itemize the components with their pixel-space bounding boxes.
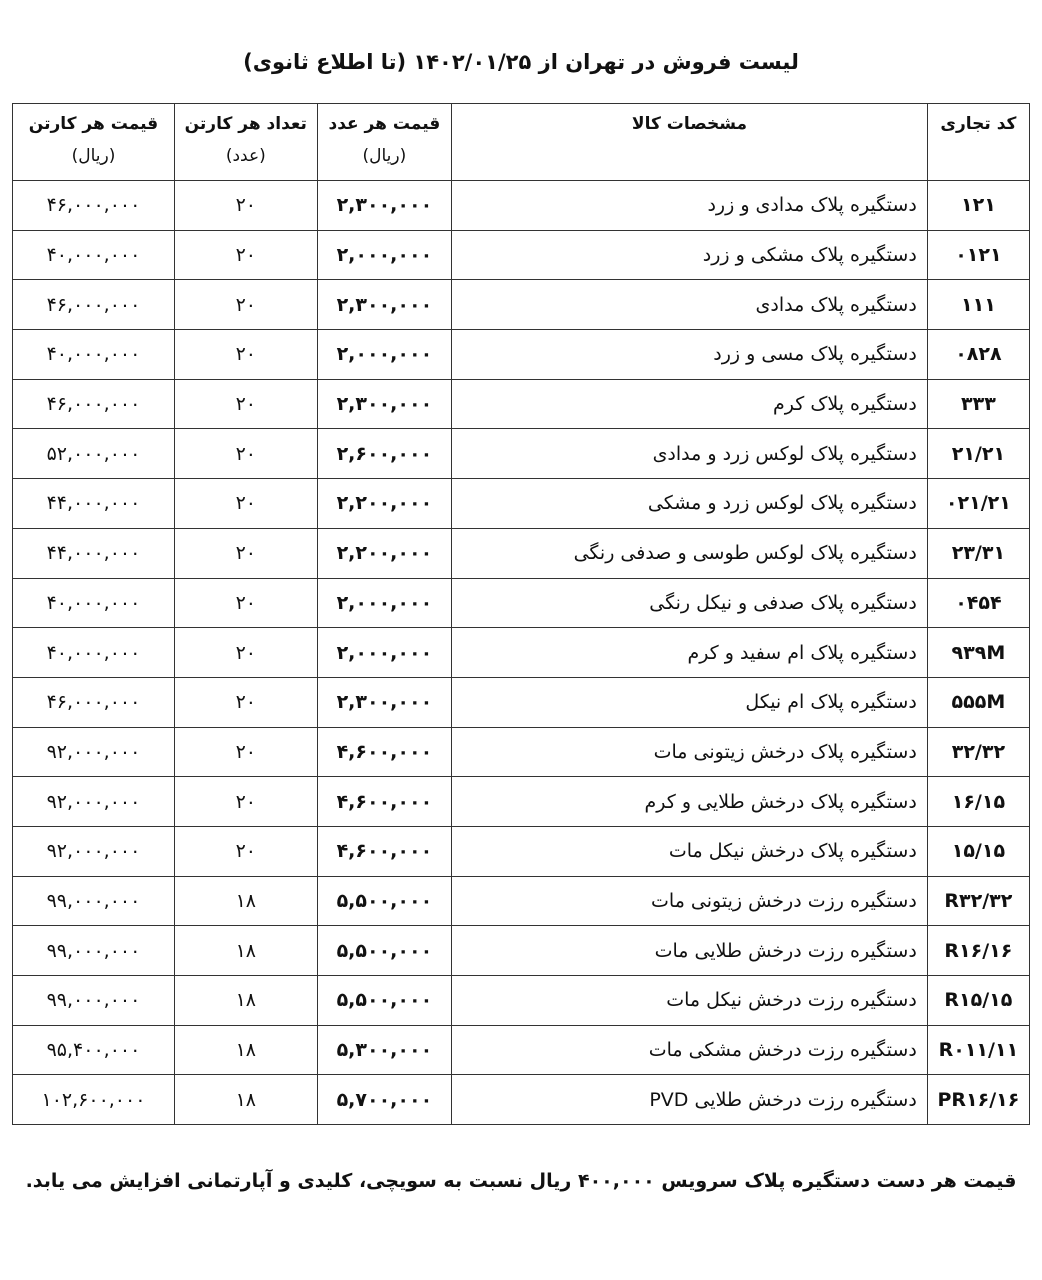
header-unit-price-unit: (ریال) (362, 146, 407, 166)
cell-description: دستگیره پلاک مسی و زرد (452, 330, 928, 380)
table-row (13, 1075, 1030, 1125)
header-carton-price (13, 104, 175, 181)
cell-unit-price: ۲,۳۰۰,۰۰۰ (317, 677, 452, 727)
cell-code: ۳۲/۳۲ (927, 727, 1029, 777)
cell-carton-price: ۴۶,۰۰۰,۰۰۰ (13, 379, 175, 429)
cell-carton-qty: ۱۸ (174, 1025, 317, 1075)
cell-description: دستگیره رزت درخش طلایی مات (452, 926, 928, 976)
table-row (13, 926, 1030, 976)
cell-carton-qty: ۲۰ (174, 677, 317, 727)
cell-carton-qty: ۲۰ (174, 230, 317, 280)
cell-description: دستگیره پلاک مدادی (452, 280, 928, 330)
cell-carton-price: ۴۰,۰۰۰,۰۰۰ (13, 628, 175, 678)
cell-code: ۲۱/۲۱ (927, 429, 1029, 479)
cell-code: ۲۳/۳۱ (927, 528, 1029, 578)
cell-carton-qty: ۲۰ (174, 181, 317, 231)
cell-carton-price: ۴۴,۰۰۰,۰۰۰ (13, 528, 175, 578)
cell-unit-price: ۴,۶۰۰,۰۰۰ (317, 777, 452, 827)
table-row (13, 628, 1030, 678)
cell-description: دستگیره پلاک مشکی و زرد (452, 230, 928, 280)
cell-description: دستگیره پلاک ام نیکل (452, 677, 928, 727)
cell-carton-price: ۴۶,۰۰۰,۰۰۰ (13, 181, 175, 231)
cell-unit-price: ۲,۳۰۰,۰۰۰ (317, 280, 452, 330)
cell-unit-price: ۴,۶۰۰,۰۰۰ (317, 727, 452, 777)
cell-carton-qty: ۱۸ (174, 976, 317, 1026)
header-description (452, 104, 928, 181)
table-row (13, 876, 1030, 926)
cell-code: ۰۲۱/۲۱ (927, 479, 1029, 529)
cell-carton-price: ۹۲,۰۰۰,۰۰۰ (13, 826, 175, 876)
cell-code: ۱۶/۱۵ (927, 777, 1029, 827)
cell-unit-price: ۲,۲۰۰,۰۰۰ (317, 528, 452, 578)
table-row (13, 578, 1030, 628)
cell-carton-qty: ۱۸ (174, 1075, 317, 1125)
table-row (13, 1025, 1030, 1075)
table-row (13, 826, 1030, 876)
cell-carton-price: ۹۵,۴۰۰,۰۰۰ (13, 1025, 175, 1075)
cell-code: ۱۱۱ (927, 280, 1029, 330)
cell-carton-qty: ۲۰ (174, 528, 317, 578)
table-row (13, 429, 1030, 479)
cell-code: R۳۲/۳۲ (927, 876, 1029, 926)
cell-description: دستگیره پلاک لوکس زرد و مدادی (452, 429, 928, 479)
cell-description: دستگیره پلاک درخش طلایی و کرم (452, 777, 928, 827)
table-row (13, 976, 1030, 1026)
cell-unit-price: ۲,۰۰۰,۰۰۰ (317, 330, 452, 380)
cell-code: ۰۸۲۸ (927, 330, 1029, 380)
table-row (13, 379, 1030, 429)
table-row (13, 727, 1030, 777)
header-unit-price-label: قیمت هر عدد (328, 114, 441, 134)
cell-code: ۳۳۳ (927, 379, 1029, 429)
table-row (13, 528, 1030, 578)
cell-description: دستگیره پلاک لوکس زرد و مشکی (452, 479, 928, 529)
cell-description: دستگیره رزت درخش طلایی PVD (452, 1075, 928, 1125)
cell-carton-qty: ۱۸ (174, 876, 317, 926)
cell-carton-price: ۴۶,۰۰۰,۰۰۰ (13, 677, 175, 727)
cell-description: دستگیره پلاک مدادی و زرد (452, 181, 928, 231)
header-unit-price (317, 104, 452, 181)
cell-unit-price: ۲,۳۰۰,۰۰۰ (317, 379, 452, 429)
cell-carton-price: ۹۹,۰۰۰,۰۰۰ (13, 876, 175, 926)
cell-description: دستگیره پلاک ام سفید و کرم (452, 628, 928, 678)
table-row (13, 330, 1030, 380)
cell-carton-price: ۴۶,۰۰۰,۰۰۰ (13, 280, 175, 330)
cell-carton-qty: ۲۰ (174, 379, 317, 429)
cell-carton-price: ۴۰,۰۰۰,۰۰۰ (13, 578, 175, 628)
cell-carton-qty: ۲۰ (174, 479, 317, 529)
cell-code: PR۱۶/۱۶ (927, 1075, 1029, 1125)
cell-code: R۱۵/۱۵ (927, 976, 1029, 1026)
cell-carton-price: ۴۰,۰۰۰,۰۰۰ (13, 330, 175, 380)
cell-description: دستگیره پلاک صدفی و نیکل رنگی (452, 578, 928, 628)
cell-unit-price: ۲,۲۰۰,۰۰۰ (317, 479, 452, 529)
price-table (12, 103, 1030, 1125)
cell-description: دستگیره پلاک درخش نیکل مات (452, 826, 928, 876)
cell-carton-price: ۹۹,۰۰۰,۰۰۰ (13, 976, 175, 1026)
cell-unit-price: ۵,۵۰۰,۰۰۰ (317, 976, 452, 1026)
header-carton-qty-label: تعداد هر کارتن (184, 114, 307, 134)
cell-code: R۰۱۱/۱۱ (927, 1025, 1029, 1075)
cell-carton-qty: ۲۰ (174, 826, 317, 876)
cell-description: دستگیره پلاک لوکس طوسی و صدفی رنگی (452, 528, 928, 578)
cell-unit-price: ۲,۰۰۰,۰۰۰ (317, 230, 452, 280)
cell-unit-price: ۵,۳۰۰,۰۰۰ (317, 1025, 452, 1075)
cell-description: دستگیره رزت درخش زیتونی مات (452, 876, 928, 926)
cell-unit-price: ۵,۵۰۰,۰۰۰ (317, 876, 452, 926)
cell-carton-qty: ۲۰ (174, 578, 317, 628)
header-carton-price-label: قیمت هر کارتن (28, 114, 159, 134)
cell-carton-qty: ۲۰ (174, 280, 317, 330)
cell-unit-price: ۲,۳۰۰,۰۰۰ (317, 181, 452, 231)
cell-carton-qty: ۲۰ (174, 727, 317, 777)
cell-unit-price: ۲,۰۰۰,۰۰۰ (317, 628, 452, 678)
table-row (13, 777, 1030, 827)
cell-carton-price: ۱۰۲,۶۰۰,۰۰۰ (13, 1075, 175, 1125)
table-row (13, 280, 1030, 330)
cell-carton-price: ۹۲,۰۰۰,۰۰۰ (13, 777, 175, 827)
cell-unit-price: ۲,۰۰۰,۰۰۰ (317, 578, 452, 628)
header-carton-qty-unit: (عدد) (225, 146, 266, 166)
cell-code: ۱۲۱ (927, 181, 1029, 231)
header-code-label: کد تجاری (940, 114, 1017, 134)
cell-carton-price: ۴۴,۰۰۰,۰۰۰ (13, 479, 175, 529)
cell-description: دستگیره رزت درخش نیکل مات (452, 976, 928, 1026)
table-header-row (13, 104, 1030, 181)
cell-code: ۹۳۹M (927, 628, 1029, 678)
cell-carton-price: ۹۹,۰۰۰,۰۰۰ (13, 926, 175, 976)
table-row (13, 677, 1030, 727)
cell-code: ۰۱۲۱ (927, 230, 1029, 280)
cell-carton-qty: ۲۰ (174, 429, 317, 479)
cell-unit-price: ۵,۵۰۰,۰۰۰ (317, 926, 452, 976)
cell-code: ۰۴۵۴ (927, 578, 1029, 628)
cell-code: ۱۵/۱۵ (927, 826, 1029, 876)
cell-unit-price: ۴,۶۰۰,۰۰۰ (317, 826, 452, 876)
header-carton-qty (174, 104, 317, 181)
cell-code: ۵۵۵M (927, 677, 1029, 727)
table-row (13, 230, 1030, 280)
cell-carton-price: ۵۲,۰۰۰,۰۰۰ (13, 429, 175, 479)
cell-unit-price: ۲,۶۰۰,۰۰۰ (317, 429, 452, 479)
footer-note: قیمت هر دست دستگیره پلاک سرویس ۴۰۰,۰۰۰ ریال نسبت به سویچی، کلیدی و آپارتمانی افزایش می یابد. (25, 1170, 1017, 1192)
header-code (927, 104, 1029, 181)
cell-code: R۱۶/۱۶ (927, 926, 1029, 976)
cell-carton-qty: ۲۰ (174, 628, 317, 678)
cell-description: دستگیره پلاک درخش زیتونی مات (452, 727, 928, 777)
cell-carton-qty: ۲۰ (174, 330, 317, 380)
table-row (13, 181, 1030, 231)
table-row (13, 479, 1030, 529)
cell-carton-qty: ۱۸ (174, 926, 317, 976)
cell-carton-price: ۴۰,۰۰۰,۰۰۰ (13, 230, 175, 280)
page-title: لیست فروش در تهران از ۱۴۰۲/۰۱/۲۵ (تا اطلاع ثانوی) (243, 50, 799, 74)
cell-unit-price: ۵,۷۰۰,۰۰۰ (317, 1075, 452, 1125)
cell-description: دستگیره پلاک کرم (452, 379, 928, 429)
header-carton-price-unit: (ریال) (71, 146, 116, 166)
header-description-label: مشخصات کالا (631, 114, 748, 134)
cell-description: دستگیره رزت درخش مشکی مات (452, 1025, 928, 1075)
cell-carton-qty: ۲۰ (174, 777, 317, 827)
cell-carton-price: ۹۲,۰۰۰,۰۰۰ (13, 727, 175, 777)
